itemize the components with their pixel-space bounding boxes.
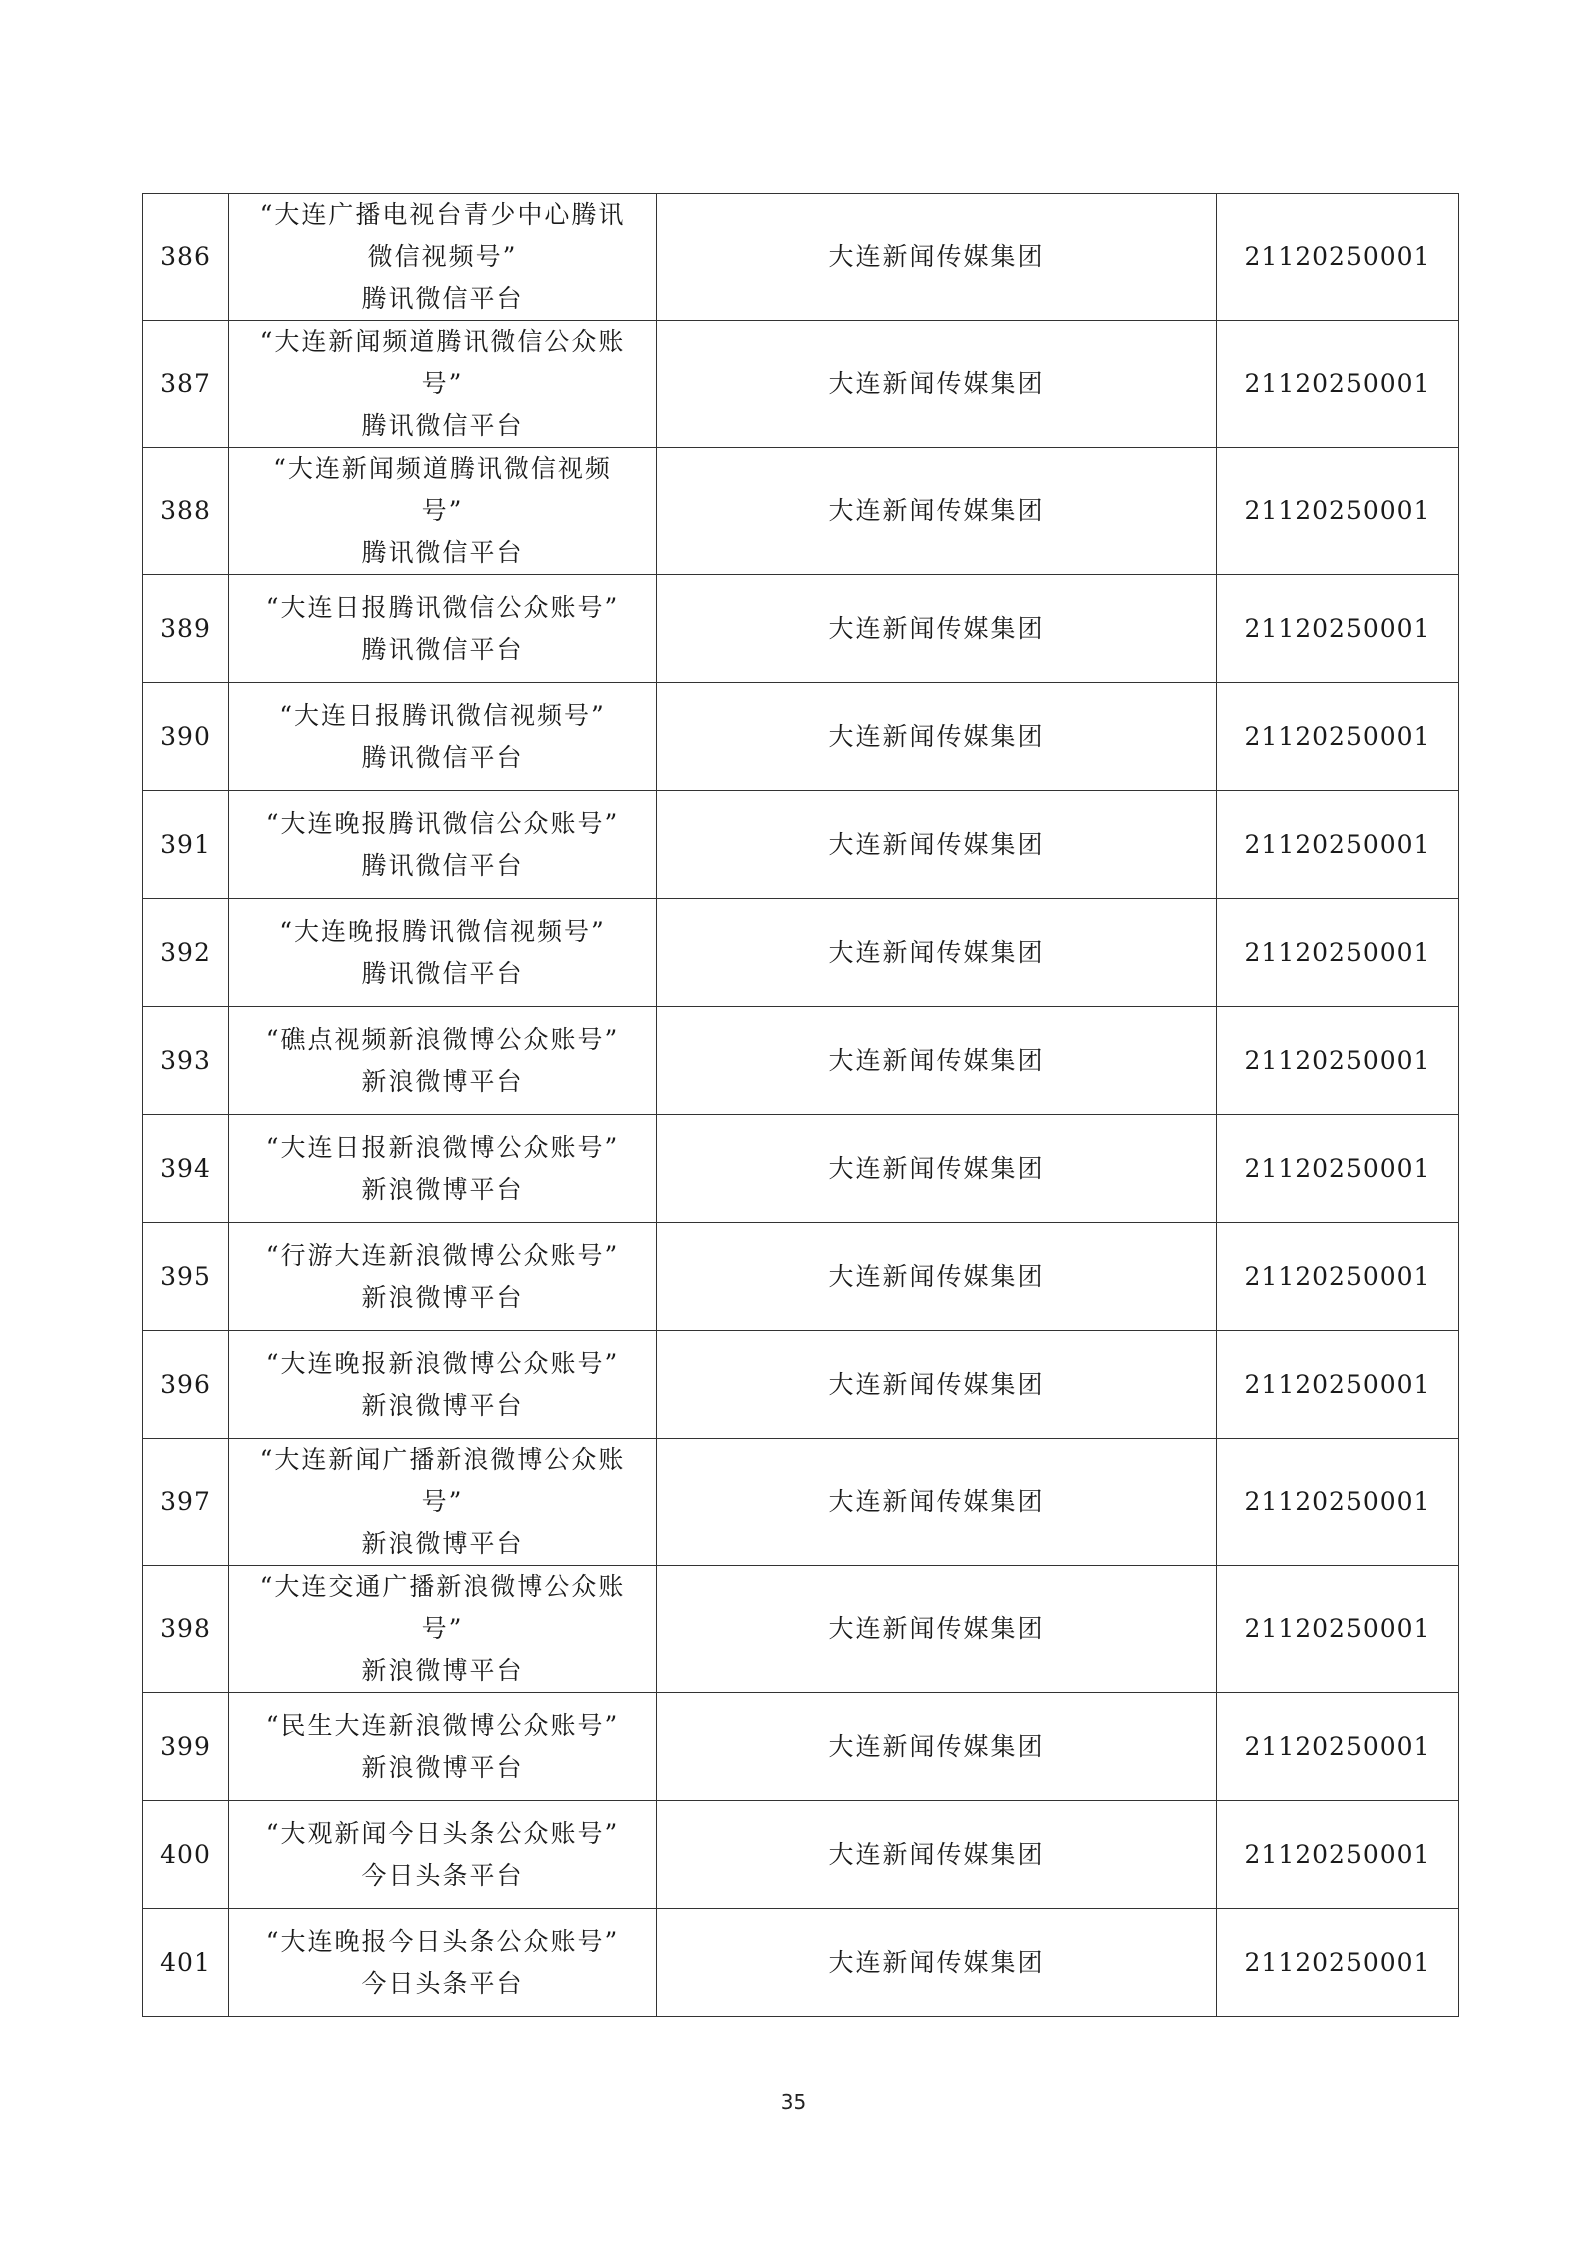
- account-name-cell: [229, 1007, 657, 1115]
- organization-cell: 大连新闻传媒集团: [657, 1007, 1217, 1115]
- license-code-cell: 21120250001: [1217, 194, 1459, 321]
- row-number: 388: [143, 448, 229, 575]
- row-number: 395: [143, 1223, 229, 1331]
- row-number: 401: [143, 1909, 229, 2017]
- account-name-line: “礁点视频新浪微博公众账号”: [265, 1024, 620, 1054]
- row-number: 392: [143, 899, 229, 1007]
- license-code-cell: 21120250001: [1217, 791, 1459, 899]
- account-name-line: “大连新闻频道腾讯微信公众账: [259, 327, 626, 356]
- organization-cell: 大连新闻传媒集团: [657, 683, 1217, 791]
- table-row: [143, 1331, 1459, 1439]
- account-name-line: 新浪微博平台: [361, 1282, 524, 1312]
- license-code-cell: 21120250001: [1217, 1693, 1459, 1801]
- table-row: [143, 1693, 1459, 1801]
- table-row: [143, 1115, 1459, 1223]
- license-code-cell: 21120250001: [1217, 321, 1459, 448]
- account-name-line: “民生大连新浪微博公众账号”: [265, 1710, 620, 1740]
- account-name-line: “大观新闻今日头条公众账号”: [265, 1818, 620, 1848]
- license-code-cell: 21120250001: [1217, 1115, 1459, 1223]
- account-name-cell: [229, 1693, 657, 1801]
- organization-cell: 大连新闻传媒集团: [657, 1801, 1217, 1909]
- account-name-line: 新浪微博平台: [361, 1529, 524, 1558]
- row-number: 398: [143, 1566, 229, 1693]
- account-name-cell: [229, 1115, 657, 1223]
- account-name-line: 新浪微博平台: [361, 1174, 524, 1204]
- account-name-line: 腾讯微信平台: [361, 958, 524, 988]
- account-name-line: 腾讯微信平台: [361, 284, 524, 313]
- account-name-line: “大连晚报今日头条公众账号”: [265, 1926, 620, 1956]
- account-name-cell: [229, 899, 657, 1007]
- table-body: [143, 194, 1459, 2017]
- account-name-cell: [229, 1223, 657, 1331]
- account-name-cell: [229, 448, 657, 575]
- page-number: 35: [780, 2090, 807, 2114]
- row-number: 400: [143, 1801, 229, 1909]
- organization-cell: 大连新闻传媒集团: [657, 899, 1217, 1007]
- account-name-line: 今日头条平台: [361, 1968, 524, 1998]
- license-code-cell: 21120250001: [1217, 1566, 1459, 1693]
- license-code-cell: 21120250001: [1217, 575, 1459, 683]
- license-code-cell: 21120250001: [1217, 1007, 1459, 1115]
- table-row: [143, 321, 1459, 448]
- table-row: [143, 791, 1459, 899]
- row-number: 391: [143, 791, 229, 899]
- account-name-line: 新浪微博平台: [361, 1752, 524, 1782]
- account-name-line: 腾讯微信平台: [361, 634, 524, 664]
- table-row: [143, 448, 1459, 575]
- account-name-line: 今日头条平台: [361, 1860, 524, 1890]
- account-name-line: “大连日报新浪微博公众账号”: [265, 1132, 620, 1162]
- account-name-line: 微信视频号”: [367, 242, 518, 271]
- account-name-line: 号”: [421, 1614, 464, 1643]
- table-row: [143, 1223, 1459, 1331]
- account-name-line: “大连晚报新浪微博公众账号”: [265, 1348, 620, 1378]
- account-name-line: 号”: [421, 1487, 464, 1516]
- account-name-line: “大连新闻广播新浪微博公众账: [259, 1445, 626, 1474]
- account-name-line: 新浪微博平台: [361, 1656, 524, 1685]
- organization-cell: 大连新闻传媒集团: [657, 575, 1217, 683]
- account-name-line: “大连晚报腾讯微信视频号”: [279, 916, 606, 946]
- account-name-line: “行游大连新浪微博公众账号”: [265, 1240, 620, 1270]
- organization-cell: 大连新闻传媒集团: [657, 1115, 1217, 1223]
- account-name-line: “大连日报腾讯微信公众账号”: [265, 592, 620, 622]
- account-name-cell: [229, 1566, 657, 1693]
- account-name-cell: [229, 791, 657, 899]
- table-row: [143, 683, 1459, 791]
- organization-cell: 大连新闻传媒集团: [657, 791, 1217, 899]
- organization-cell: 大连新闻传媒集团: [657, 1693, 1217, 1801]
- row-number: 389: [143, 575, 229, 683]
- account-name-line: “大连日报腾讯微信视频号”: [279, 700, 606, 730]
- registry-table: [142, 193, 1459, 2017]
- account-name-cell: [229, 194, 657, 321]
- license-code-cell: 21120250001: [1217, 1801, 1459, 1909]
- account-name-line: 号”: [421, 369, 464, 398]
- table-row: [143, 1007, 1459, 1115]
- license-code-cell: 21120250001: [1217, 1439, 1459, 1566]
- account-name-line: “大连广播电视台青少中心腾讯: [259, 200, 626, 229]
- account-name-line: 腾讯微信平台: [361, 850, 524, 880]
- account-name-cell: [229, 575, 657, 683]
- row-number: 397: [143, 1439, 229, 1566]
- table-row: [143, 899, 1459, 1007]
- license-code-cell: 21120250001: [1217, 1909, 1459, 2017]
- account-name-line: “大连晚报腾讯微信公众账号”: [265, 808, 620, 838]
- account-name-cell: [229, 1909, 657, 2017]
- row-number: 386: [143, 194, 229, 321]
- organization-cell: 大连新闻传媒集团: [657, 448, 1217, 575]
- account-name-line: 腾讯微信平台: [361, 742, 524, 772]
- table-row: [143, 1801, 1459, 1909]
- table-row: [143, 1909, 1459, 2017]
- account-name-line: 号”: [421, 496, 464, 525]
- account-name-line: 新浪微博平台: [361, 1390, 524, 1420]
- license-code-cell: 21120250001: [1217, 1331, 1459, 1439]
- license-code-cell: 21120250001: [1217, 899, 1459, 1007]
- license-code-cell: 21120250001: [1217, 1223, 1459, 1331]
- organization-cell: 大连新闻传媒集团: [657, 1439, 1217, 1566]
- account-name-line: 新浪微博平台: [361, 1066, 524, 1096]
- account-name-line: “大连交通广播新浪微博公众账: [259, 1572, 626, 1601]
- license-code-cell: 21120250001: [1217, 448, 1459, 575]
- organization-cell: 大连新闻传媒集团: [657, 1566, 1217, 1693]
- row-number: 390: [143, 683, 229, 791]
- account-name-cell: [229, 1331, 657, 1439]
- row-number: 393: [143, 1007, 229, 1115]
- row-number: 399: [143, 1693, 229, 1801]
- account-name-line: 腾讯微信平台: [361, 411, 524, 440]
- account-name-cell: [229, 1801, 657, 1909]
- table-row: [143, 194, 1459, 321]
- account-name-line: 腾讯微信平台: [361, 538, 524, 567]
- account-name-cell: [229, 683, 657, 791]
- organization-cell: 大连新闻传媒集团: [657, 1223, 1217, 1331]
- organization-cell: 大连新闻传媒集团: [657, 321, 1217, 448]
- row-number: 396: [143, 1331, 229, 1439]
- account-name-cell: [229, 321, 657, 448]
- organization-cell: 大连新闻传媒集团: [657, 194, 1217, 321]
- organization-cell: 大连新闻传媒集团: [657, 1331, 1217, 1439]
- account-name-cell: [229, 1439, 657, 1566]
- table-row: [143, 575, 1459, 683]
- row-number: 394: [143, 1115, 229, 1223]
- table-row: [143, 1439, 1459, 1566]
- account-name-line: “大连新闻频道腾讯微信视频: [273, 454, 612, 483]
- organization-cell: 大连新闻传媒集团: [657, 1909, 1217, 2017]
- row-number: 387: [143, 321, 229, 448]
- license-code-cell: 21120250001: [1217, 683, 1459, 791]
- table-row: [143, 1566, 1459, 1693]
